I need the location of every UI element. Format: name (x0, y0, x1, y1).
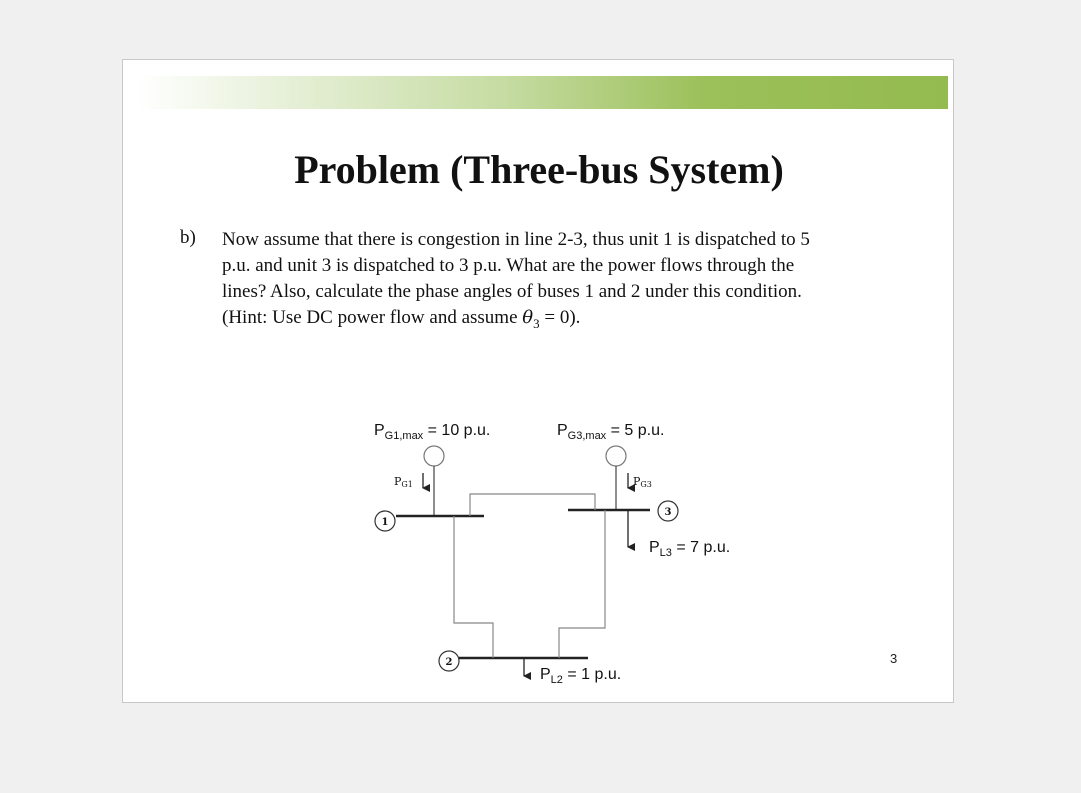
question-line: Now assume that there is congestion in line 2-3, thus unit 1 is dispatched to 5 (222, 229, 810, 250)
hint-end: = 0). (539, 307, 581, 328)
theta-subscript: 3 (533, 315, 540, 331)
hint-text: (Hint: Use DC power flow and assume (222, 307, 523, 328)
slide-title: Problem (Three-bus System) (294, 147, 784, 192)
question-label: b) (180, 227, 196, 248)
pl2-label: $P_{L2} = 1$ p.u. (540, 666, 622, 686)
question-line: lines? Also, calculate the phase angles of buses 1 and 2 under this condition. (222, 281, 802, 302)
bus-3-number: 3 (664, 507, 672, 518)
three-bus-diagram (123, 60, 955, 704)
generator-1-icon (424, 446, 444, 466)
generator-3-icon (606, 446, 626, 466)
page-number: 3 (890, 651, 898, 666)
pg3-label: PG3 (633, 475, 652, 489)
pg3-max-label: $P_{G3,max} = 5$ p.u. (557, 422, 665, 442)
slide (122, 59, 954, 703)
pg1-label: PG1 (394, 475, 413, 489)
bus-2-number: 2 (445, 657, 453, 668)
theta-symbol: θ (522, 307, 534, 328)
line-2-3 (559, 510, 605, 658)
line-1-3 (470, 494, 595, 516)
line-1-2 (454, 516, 493, 658)
bus-1-number: 1 (381, 517, 389, 528)
pg1-max-label: $P_{G1,max} = 10$ p.u. (374, 422, 491, 442)
pl3-label: $P_{L3} = 7$ p.u. (649, 539, 731, 559)
question-line: p.u. and unit 3 is dispatched to 3 p.u. What are the power flows through the (222, 255, 795, 276)
